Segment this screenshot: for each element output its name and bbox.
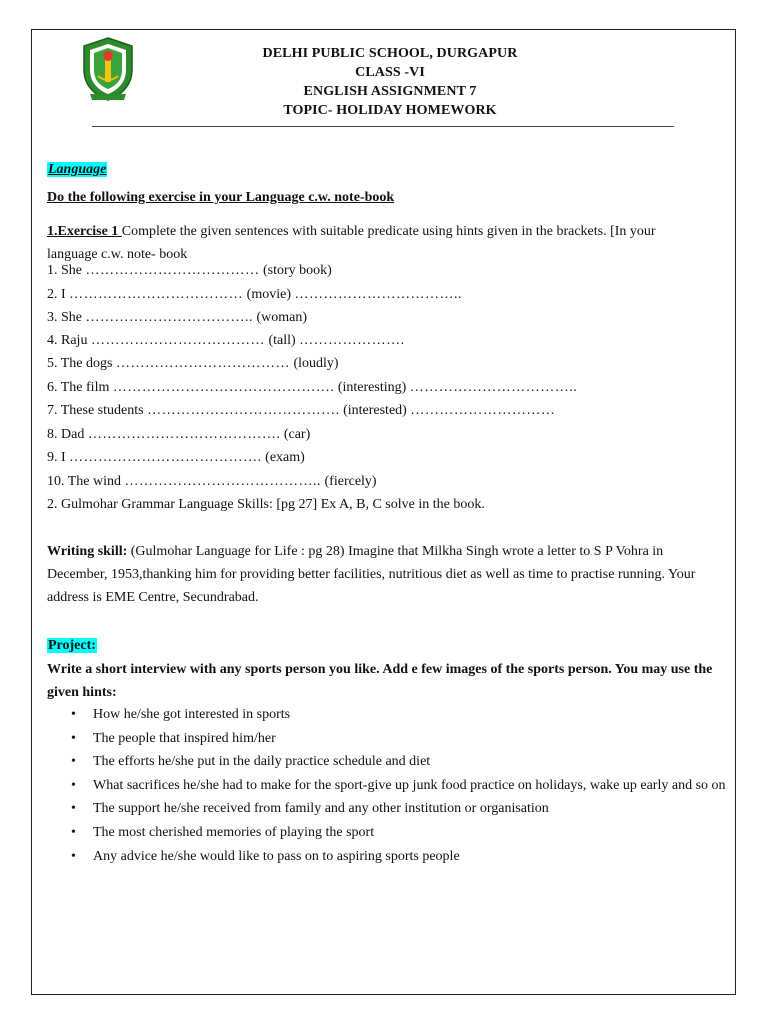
school-crest-logo <box>80 36 136 102</box>
exercise-item-hint: (interesting) <box>334 380 410 395</box>
exercise-item <box>47 354 339 374</box>
exercise-item-subject: 8. Dad <box>47 427 88 442</box>
project-hint-item: • What sacrifices he/she had to make for the sport-give up junk food practice on holidays, wake up early and so on <box>47 775 727 797</box>
exercise-item-hint: (movie) <box>243 287 295 302</box>
exercise-item-hint: (story book) <box>259 263 332 278</box>
exercise-item-hint: (interested) <box>339 403 411 418</box>
project-hint-item: • The support he/she received from family and any other institution or organisation <box>47 798 727 820</box>
project-hint-item: • How he/she got interested in sports <box>47 704 727 726</box>
class-name: CLASS -VI <box>355 65 425 80</box>
exercise-item-blank: ………………………… <box>410 403 556 418</box>
document-header <box>180 44 600 120</box>
exercise-item-subject: 5. The dogs <box>47 356 116 371</box>
exercise-item-hint: (exam) <box>261 450 305 465</box>
project-heading-line <box>47 636 97 656</box>
exercise-text-1: Complete the given sentences with suitable predicate using hints given in the brackets. [In your <box>121 224 656 239</box>
project-hints-list <box>47 704 727 869</box>
exercise-item-blank: …………………………….. <box>85 310 253 325</box>
topic-title: TOPIC- HOLIDAY HOMEWORK <box>283 103 497 118</box>
project-instruction: Write a short interview with any sports person you like. Add e few images of the sports person. You may use the given hints: <box>47 662 713 700</box>
exercise-item-blank: ……………………………… <box>115 356 290 371</box>
exercise-item-hint: (fiercely) <box>321 474 377 489</box>
exercise-intro-line-1 <box>47 222 656 242</box>
exercise-item-blank: ……………………………… <box>69 287 244 302</box>
exercise-item-hint: (tall) <box>264 333 300 348</box>
project-hint-item: • The people that inspired him/her <box>47 728 727 750</box>
exercise-item-blank: …………………………….. <box>409 380 578 395</box>
writing-skill-text: (Gulmohar Language for Life : pg 28) Imagine that Milkha Singh wrote a letter to S P Vohra in December, 1953,thanking him for providing better facilities, nutritious diet as well as time to practise running. Your address is EME Centre, Secundrabad. <box>47 544 696 605</box>
exercise-item-subject: 4. Raju <box>47 333 91 348</box>
exercise-item-blank: ……………………………… <box>85 263 260 278</box>
exercise-item <box>47 401 555 421</box>
exercise-item-blank: …………………………………. <box>87 427 281 442</box>
language-heading-line <box>47 160 107 180</box>
exercise-item <box>47 472 377 492</box>
exercise-item-subject: 1. She <box>47 263 86 278</box>
writing-skill-paragraph <box>47 540 727 609</box>
exercise-item <box>47 331 405 351</box>
exercise-item-blank: …………………………………. <box>147 403 340 418</box>
exercise-item <box>47 308 307 328</box>
language-instruction: Do the following exercise in your Language c.w. note-book <box>47 190 395 205</box>
exercise-label: 1.Exercise 1 <box>47 224 122 239</box>
exercise-item <box>47 285 462 305</box>
exercise-text-2: language c.w. note- book <box>47 247 188 262</box>
exercise-item-subject: 2. I <box>47 287 70 302</box>
exercise-item-subject: 3. She <box>47 310 86 325</box>
exercise-item <box>47 261 332 281</box>
assignment-title: ENGLISH ASSIGNMENT 7 <box>303 84 477 99</box>
exercise-item <box>47 448 305 468</box>
exercise-item-blank: …………………. <box>299 333 405 348</box>
exercise-item-blank: ………………………………….. <box>124 474 322 489</box>
exercise-item-subject: 6. The film <box>47 380 113 395</box>
project-heading: Project: <box>48 638 96 653</box>
exercise-item-blank: …………………………………. <box>69 450 262 465</box>
exercise-item-blank: ………………………………………. <box>112 380 335 395</box>
writing-skill-label: Writing skill: <box>47 544 128 559</box>
exercise-item <box>47 378 577 398</box>
project-hint-item: • Any advice he/she would like to pass on to aspiring sports people <box>47 846 727 868</box>
exercise-item-hint: (loudly) <box>289 356 339 371</box>
gulmohar-line: 2. Gulmohar Grammar Language Skills: [pg 27] Ex A, B, C solve in the book. <box>47 497 485 512</box>
exercise-item-subject: 10. The wind <box>47 474 125 489</box>
exercise-item-blank: …………………………….. <box>294 287 462 302</box>
project-hint-item: • The efforts he/she put in the daily practice schedule and diet <box>47 751 727 773</box>
exercise-item-hint: (woman) <box>253 310 308 325</box>
exercise-item-hint: (car) <box>280 427 311 442</box>
language-heading: Language <box>48 162 107 177</box>
exercise-item <box>47 425 310 445</box>
exercise-item-blank: ……………………………… <box>90 333 265 348</box>
exercise-item-subject: 9. I <box>47 450 70 465</box>
header-divider <box>92 126 674 127</box>
project-hint-item: • The most cherished memories of playing the sport <box>47 822 727 844</box>
exercise-item-subject: 7. These students <box>47 403 148 418</box>
school-name: DELHI PUBLIC SCHOOL, DURGAPUR <box>262 46 518 61</box>
